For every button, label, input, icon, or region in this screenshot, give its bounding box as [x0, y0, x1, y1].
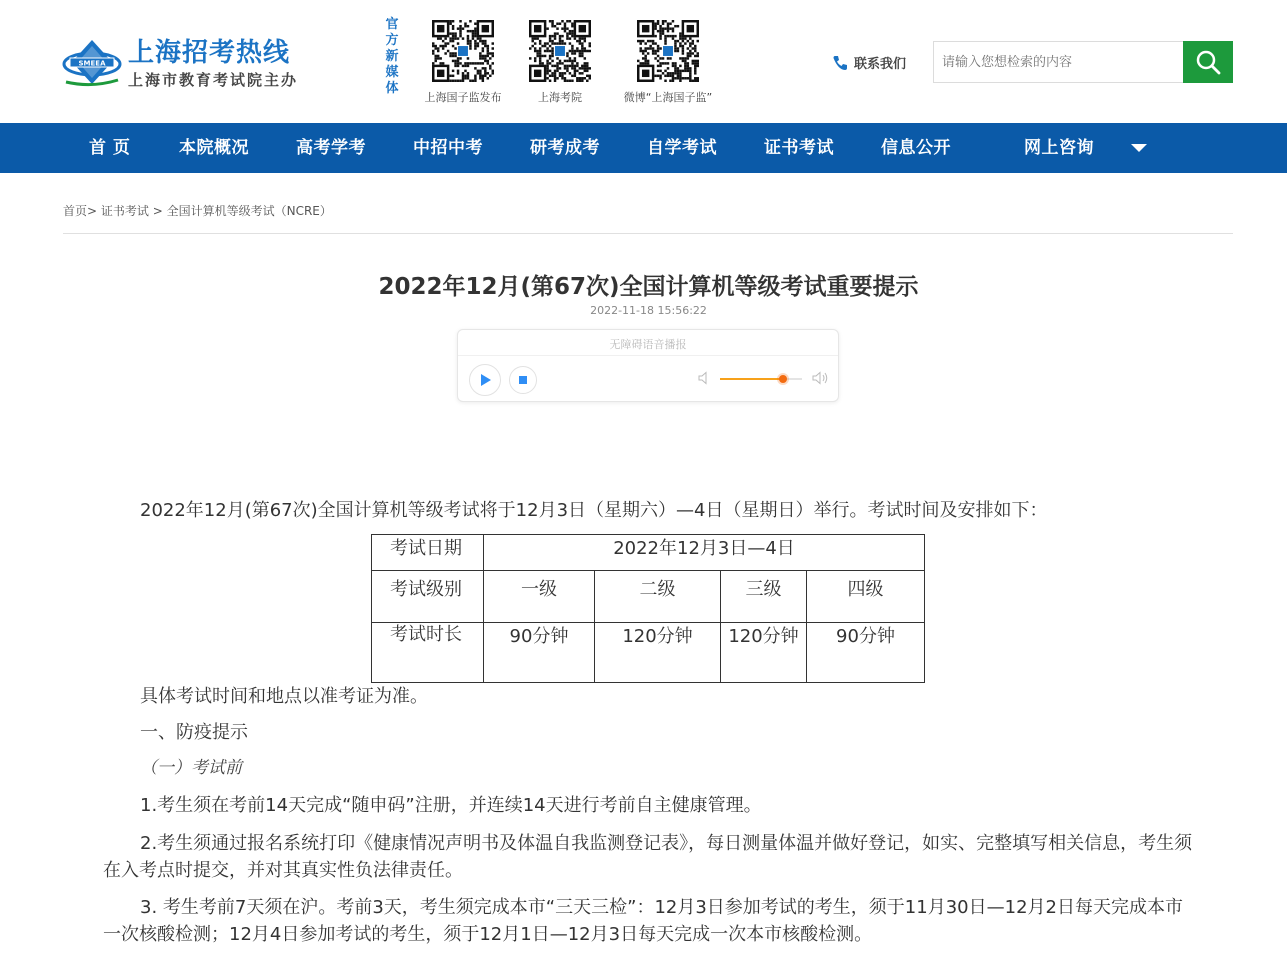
nav-item-consult[interactable]: 网上咨询 — [1024, 138, 1094, 158]
article-paragraph: 3. 考生考前7天须在沪。考前3天，考生须完成本市“三天三检”：12月3日参加考试的考生，须于11月30日—12月2日每天完成本市一次核酸检测；12月4日参加考试的考生，须于12月1日—12月3日每天完成一次本市核酸检测。 — [103, 897, 1183, 945]
table-row — [372, 623, 925, 683]
search-button[interactable] — [1183, 41, 1233, 83]
table-cell: 120分钟 — [595, 623, 721, 683]
breadcrumb-home[interactable]: 首页> — [63, 204, 98, 218]
table-cell: 90分钟 — [807, 623, 925, 683]
breadcrumb-level1[interactable]: 证书考试 > — [100, 204, 163, 218]
play-button[interactable] — [469, 364, 501, 396]
nav-item-zhongkao[interactable]: 中招中考 — [413, 138, 483, 158]
nav-item-zixue[interactable]: 自学考试 — [647, 138, 717, 158]
audio-player — [457, 329, 839, 402]
play-icon — [478, 373, 492, 387]
table-header-cell: 考试级别 — [372, 571, 484, 623]
article-note: 具体考试时间和地点以准考证为准。 — [140, 686, 428, 707]
table-cell: 120分钟 — [721, 623, 807, 683]
table-row — [372, 571, 925, 623]
article-paragraph: 2.考生须通过报名系统打印《健康情况声明书及体温自我监测登记表》，每日测量体温并做好登记，如实、完整填写相关信息，考生须在入考点时提交，并对其真实性负法律责任。 — [103, 833, 1193, 881]
logo-subtitle: 上海市教育考试院主办 — [128, 71, 299, 89]
logo-title: 上海招考热线 — [128, 38, 291, 68]
audio-player-label: 无障碍语音播报 — [609, 338, 687, 351]
table-cell: 四级 — [807, 571, 925, 623]
breadcrumb-level2[interactable]: 全国计算机等级考试（NCRE） — [166, 204, 332, 218]
breadcrumb — [63, 202, 332, 219]
qr-item-weibo[interactable] — [612, 20, 724, 105]
qr-item-kaoyuan[interactable] — [515, 20, 605, 105]
qr-caption: 上海国子监发布 — [424, 91, 502, 104]
search-icon — [1195, 49, 1221, 75]
volume-slider-fill — [720, 378, 783, 380]
qr-code-icon — [529, 20, 591, 82]
table-cell: 90分钟 — [484, 623, 595, 683]
nav-item-info[interactable]: 信息公开 — [881, 138, 951, 158]
stop-icon — [518, 375, 528, 385]
stop-button[interactable] — [509, 366, 537, 394]
table-cell: 二级 — [595, 571, 721, 623]
table-cell: 一级 — [484, 571, 595, 623]
table-row — [372, 535, 925, 571]
search-input[interactable] — [934, 42, 1183, 82]
volume-slider[interactable] — [720, 378, 802, 380]
table-header-cell: 考试日期 — [372, 535, 484, 571]
table-cell: 2022年12月3日—4日 — [484, 535, 925, 571]
table-cell: 三级 — [721, 571, 807, 623]
article-paragraph: 1.考生须在考前14天完成“随申码”注册，并连续14天进行考前自主健康管理。 — [140, 795, 762, 816]
contact-us-link[interactable] — [832, 53, 906, 72]
site-logo[interactable] — [62, 32, 302, 92]
qr-code-icon — [432, 20, 494, 82]
qr-caption: 上海考院 — [538, 91, 582, 104]
search-box — [933, 41, 1233, 83]
contact-us-label: 联系我们 — [854, 57, 907, 72]
nav-item-home[interactable]: 首 页 — [89, 138, 131, 158]
volume-slider-handle[interactable] — [779, 375, 787, 383]
qr-item-guozijian[interactable] — [418, 20, 508, 105]
article-intro: 2022年12月(第67次)全国计算机等级考试将于12月3日（星期六）—4日（星期日）举行。考试时间及安排如下： — [140, 500, 1048, 521]
nav-item-about[interactable]: 本院概况 — [179, 138, 249, 158]
article-title: 2022年12月(第67次)全国计算机等级考试重要提示 — [378, 274, 919, 300]
site-header — [0, 0, 1287, 123]
qr-code-icon — [637, 20, 699, 82]
phone-icon — [832, 55, 848, 71]
subsection-heading: （一）考试前 — [140, 758, 242, 778]
table-header-cell: 考试时长 — [372, 623, 484, 683]
exam-schedule-table — [371, 534, 925, 683]
volume-high-icon[interactable] — [812, 371, 830, 385]
nav-item-yankao[interactable]: 研考成考 — [530, 138, 600, 158]
nav-item-certificate[interactable]: 证书考试 — [764, 138, 834, 158]
official-media-label: 官方新媒体 — [385, 17, 399, 96]
audio-player-divider — [458, 355, 838, 356]
section-heading: 一、防疫提示 — [140, 722, 248, 743]
article-date: 2022-11-18 15:56:22 — [590, 304, 707, 317]
logo-badge-text: SMEEA — [78, 59, 106, 68]
breadcrumb-divider — [63, 233, 1233, 234]
smeea-logo-icon — [62, 38, 122, 88]
qr-caption: 微博“上海国子监” — [623, 91, 713, 104]
main-nav — [0, 123, 1287, 173]
nav-dropdown-caret-icon[interactable] — [1131, 144, 1147, 152]
nav-item-gaokao[interactable]: 高考学考 — [296, 138, 366, 158]
volume-low-icon[interactable] — [698, 371, 710, 385]
